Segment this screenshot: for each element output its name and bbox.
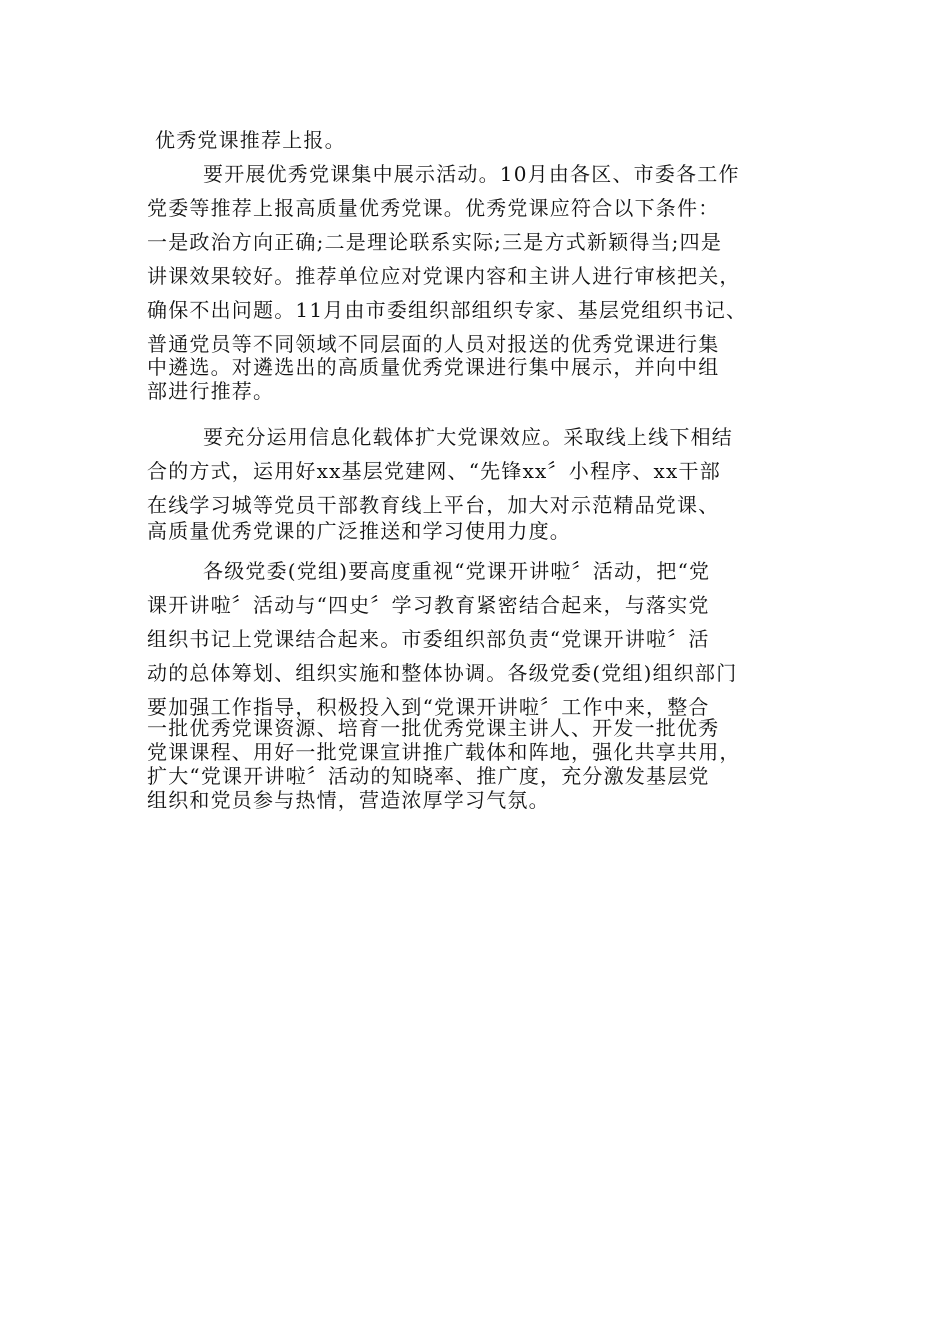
text-line: 一是政治方向正确;二是理论联系实际;三是方式新颖得当;四是 <box>147 230 723 254</box>
text-line: 要加强工作指导，积极投入到“党课开讲啦〞工作中来，整合 <box>147 695 710 719</box>
paragraph-2 <box>147 157 807 406</box>
text-line: 课开讲啦〞活动与“四史〞学习教育紧密结合起来，与落实党 <box>147 593 710 617</box>
text-line: 组织和党员参与热情，营造浓厚学习气氛。 <box>147 788 550 812</box>
text-line: 组织书记上党课结合起来。市委组织部负责“党课开讲啦〞活 <box>147 627 710 651</box>
paragraph-4 <box>147 554 807 812</box>
text-line: 党课课程、用好一批党课宣讲推广载体和阵地，强化共享共用， <box>147 740 741 764</box>
text-line: 党委等推荐上报高质量优秀党课。优秀党课应符合以下条件： <box>147 196 720 220</box>
text-line: 高质量优秀党课的广泛推送和学习使用力度。 <box>147 519 571 543</box>
paragraph-1 <box>147 123 807 157</box>
text-line: 要充分运用信息化载体扩大党课效应。采取线上线下相结 <box>203 425 733 449</box>
text-line: 合的方式，运用好xx基层党建网、“先锋xx〞小程序、xx干部 <box>147 459 721 483</box>
text-line: 各级党委(党组)要高度重视“党课开讲啦〞活动，把“党 <box>203 559 711 583</box>
text-line: 讲课效果较好。推荐单位应对党课内容和主讲人进行审核把关， <box>147 264 741 288</box>
text-line: 中遴选。对遴选出的高质量优秀党课进行集中展示，并向中组 <box>147 355 720 379</box>
text-line: 一批优秀党课资源、培育一批优秀党课主讲人、开发一批优秀 <box>147 716 720 740</box>
text-line: 动的总体筹划、组织实施和整体协调。各级党委(党组)组织部门 <box>147 661 738 685</box>
text-line: 在线学习城等党员干部教育线上平台，加大对示范精品党课、 <box>147 493 720 517</box>
text-line: 确保不出问题。11月由市委组织部组织专家、基层党组织书记、 <box>147 298 748 322</box>
text-line: 要开展优秀党课集中展示活动。10月由各区、市委各工作 <box>203 162 740 186</box>
text-line: 部进行推荐。 <box>147 379 275 403</box>
paragraph-3 <box>147 420 807 548</box>
text-line: 普通党员等不同领域不同层面的人员对报送的优秀党课进行集 <box>147 332 720 356</box>
text-line: 优秀党课推荐上报。 <box>155 128 346 152</box>
text-line: 扩大“党课开讲啦〞活动的知晓率、推广度，充分激发基层党 <box>147 764 710 788</box>
